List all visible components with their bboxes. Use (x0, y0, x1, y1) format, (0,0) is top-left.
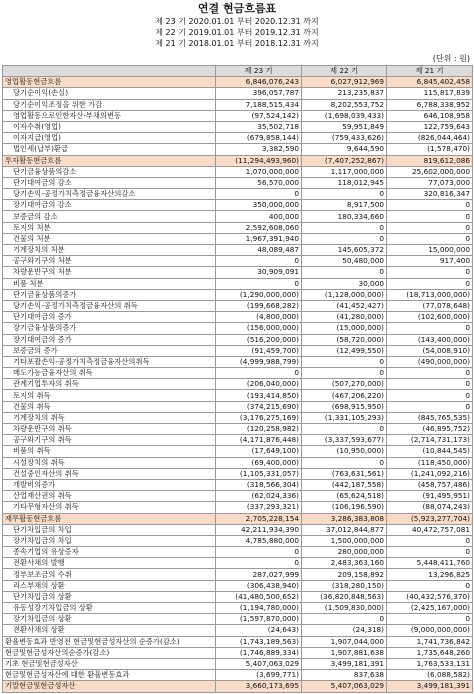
table-row (3, 625, 473, 636)
row-label: 기타무형자산의 취득 (3, 502, 216, 513)
value-period-23: 2,705,228,154 (216, 513, 302, 524)
value-period-21: 6,845,402,458 (387, 77, 473, 88)
value-period-23: 6,846,076,243 (216, 77, 302, 88)
row-label: 정부보조금의 수취 (3, 569, 216, 580)
value-period-21: (845,765,535) (387, 412, 473, 423)
value-period-22: 145,605,372 (302, 245, 387, 256)
value-period-21: (102,600,000) (387, 312, 473, 323)
value-period-22: (1,128,000,000) (302, 289, 387, 300)
value-period-22: 1,500,000,000 (302, 535, 387, 546)
value-period-23: (318,566,304) (216, 479, 302, 490)
table-row (3, 222, 473, 233)
row-label: 환율변동효과 반영전 현금및현금성자산의 순증가(감소) (3, 636, 216, 647)
row-label: 건물의 취득 (3, 401, 216, 412)
table-row (3, 300, 473, 311)
value-period-22: (759,433,626) (302, 133, 387, 144)
value-period-22: 118,012,945 (302, 177, 387, 188)
value-period-21: 40,472,757,081 (387, 524, 473, 535)
value-period-22: 209,158,892 (302, 569, 387, 580)
value-period-23: (41,480,500,652) (216, 591, 302, 602)
table-row (3, 547, 473, 558)
row-label: 이자수취(영업) (3, 121, 216, 132)
row-label: 당기손익-공정가치측정금융자산의감소 (3, 189, 216, 200)
value-period-22: (36,820,848,563) (302, 591, 387, 602)
value-period-21: (40,432,576,370) (387, 591, 473, 602)
row-label: 이자지급(영업) (3, 133, 216, 144)
value-period-23: 350,000,000 (216, 200, 302, 211)
value-period-23: 5,407,063,029 (216, 658, 302, 669)
table-row (3, 401, 473, 412)
header-period-21: 제 21 기 (387, 66, 473, 77)
table-body (3, 77, 473, 692)
row-label: 기말현금및현금성자산 (3, 681, 216, 692)
row-label: 영업활동현금흐름 (3, 77, 216, 88)
table-row (3, 603, 473, 614)
table-row (3, 77, 473, 88)
value-period-22: 0 (302, 356, 387, 367)
header-row (3, 66, 473, 77)
table-row (3, 681, 473, 692)
value-period-21: 0 (387, 323, 473, 334)
value-period-22: (318,280,150) (302, 580, 387, 591)
row-label: 토지의 처분 (3, 222, 216, 233)
value-period-22: (58,720,000) (302, 334, 387, 345)
table-row (3, 424, 473, 435)
value-period-23: (156,000,000) (216, 323, 302, 334)
table-row (3, 670, 473, 681)
table-row (3, 278, 473, 289)
value-period-21: 0 (387, 535, 473, 546)
value-period-22: (15,000,000) (302, 323, 387, 334)
table-row (3, 614, 473, 625)
row-label: 차량운반구의 취득 (3, 424, 216, 435)
value-period-22: 37,012,844,877 (302, 524, 387, 535)
value-period-22: 180,334,660 (302, 211, 387, 222)
table-row (3, 155, 473, 166)
value-period-23: (4,999,988,799) (216, 356, 302, 367)
value-period-21: 0 (387, 580, 473, 591)
value-period-21: 0 (387, 390, 473, 401)
value-period-23: 3,382,590 (216, 144, 302, 155)
value-period-21: (143,400,000) (387, 334, 473, 345)
table-row (3, 591, 473, 602)
table-row (3, 166, 473, 177)
row-label: 단기금융상품의감소 (3, 166, 216, 177)
value-period-22: (10,950,000) (302, 446, 387, 457)
value-period-22: (65,624,518) (302, 491, 387, 502)
value-period-21: 1,763,533,131 (387, 658, 473, 669)
cash-flow-table (2, 65, 473, 693)
period-line-22: 제 22 기 2019.01.01 부터 2019.12.31 까지 (155, 28, 319, 37)
value-period-21: (1,578,470) (387, 144, 473, 155)
value-period-23: (120,258,982) (216, 424, 302, 435)
row-label: 현금및현금성자산에 대한 환율변동효과 (3, 670, 216, 681)
value-period-21: (10,844,545) (387, 446, 473, 457)
row-label: 단기차입금의 상환 (3, 591, 216, 602)
row-label: 기계장치의 취득 (3, 412, 216, 423)
value-period-22: (24,318) (302, 625, 387, 636)
row-label: 비품의 취득 (3, 446, 216, 457)
value-period-22: (41,452,427) (302, 300, 387, 311)
value-period-23: (337,293,321) (216, 502, 302, 513)
value-period-22: 3,286,383,808 (302, 513, 387, 524)
value-period-22: 0 (302, 189, 387, 200)
value-period-21: 115,817,839 (387, 88, 473, 99)
value-period-22: (467,206,220) (302, 390, 387, 401)
value-period-22: 1,907,044,000 (302, 636, 387, 647)
value-period-23: 0 (216, 189, 302, 200)
row-label: 차량운반구의 처분 (3, 267, 216, 278)
value-period-21: (490,000,000) (387, 356, 473, 367)
value-period-21: (1,241,092,216) (387, 468, 473, 479)
table-row (3, 580, 473, 591)
value-period-21: 1,735,648,260 (387, 647, 473, 658)
value-period-21: (88,074,243) (387, 502, 473, 513)
value-period-21: 77,073,000 (387, 177, 473, 188)
value-period-23: (1,105,331,057) (216, 468, 302, 479)
value-period-23: 7,188,515,434 (216, 99, 302, 110)
value-period-23: 0 (216, 547, 302, 558)
table-row (3, 513, 473, 524)
row-label: 전환사채의 상환 (3, 625, 216, 636)
value-period-21: (18,713,000,000) (387, 289, 473, 300)
value-period-22: 0 (302, 267, 387, 278)
value-period-23: 0 (216, 558, 302, 569)
value-period-23: (3,699,771) (216, 670, 302, 681)
value-period-22: (442,187,558) (302, 479, 387, 490)
header-label (3, 66, 216, 77)
table-row (3, 535, 473, 546)
table-row (3, 133, 473, 144)
value-period-21: (826,044,464) (387, 133, 473, 144)
value-period-21: 0 (387, 267, 473, 278)
table-row (3, 412, 473, 423)
unit-label: (단위 : 원) (432, 54, 470, 63)
row-label: 매도가능금융자산의 취득 (3, 368, 216, 379)
value-period-21: (458,757,486) (387, 479, 473, 490)
row-label: 시설장치의 취득 (3, 457, 216, 468)
value-period-22: (1,509,830,000) (302, 603, 387, 614)
value-period-21: 320,816,347 (387, 189, 473, 200)
row-label: 재무활동현금흐름 (3, 513, 216, 524)
row-label: 장기대여금의 감소 (3, 200, 216, 211)
table-row (3, 356, 473, 367)
row-label: 기계장치의 처분 (3, 245, 216, 256)
value-period-21: (118,450,000) (387, 457, 473, 468)
value-period-23: 0 (216, 278, 302, 289)
value-period-23: 287,027,999 (216, 569, 302, 580)
row-label: 장기금융상품의증가 (3, 323, 216, 334)
value-period-23: 48,089,487 (216, 245, 302, 256)
value-period-23: 1,070,000,000 (216, 166, 302, 177)
value-period-23: (62,024,336) (216, 491, 302, 502)
table-row (3, 189, 473, 200)
row-label: 장기차입금의 차입 (3, 535, 216, 546)
value-period-21: 1,741,736,842 (387, 636, 473, 647)
value-period-23: (1,746,889,334) (216, 647, 302, 658)
value-period-23: (1,290,000,000) (216, 289, 302, 300)
table-row (3, 558, 473, 569)
row-label: 보증금의 감소 (3, 211, 216, 222)
table-row (3, 334, 473, 345)
row-label: 장기대여금의 증가 (3, 334, 216, 345)
value-period-21: 0 (387, 401, 473, 412)
value-period-21: (9,000,000,000) (387, 625, 473, 636)
row-label: 현금및현금성자산의순증가(감소) (3, 647, 216, 658)
value-period-23: (69,400,000) (216, 457, 302, 468)
row-label: 법인세(납부)환급 (3, 144, 216, 155)
value-period-23: (17,649,100) (216, 446, 302, 457)
value-period-23: (4,171,876,448) (216, 435, 302, 446)
row-label: 관계기업투자의 취득 (3, 379, 216, 390)
value-period-21: 646,108,958 (387, 110, 473, 121)
row-label: 건물의 처분 (3, 233, 216, 244)
table-row (3, 289, 473, 300)
value-period-23: (679,858,144) (216, 133, 302, 144)
row-label: 단기대여금의 감소 (3, 177, 216, 188)
value-period-21: 819,612,086 (387, 155, 473, 166)
value-period-21: 0 (387, 379, 473, 390)
table-row (3, 312, 473, 323)
value-period-23: 396,057,787 (216, 88, 302, 99)
value-period-21: (5,923,277,704) (387, 513, 473, 524)
value-period-22: 1,117,000,000 (302, 166, 387, 177)
row-label: 당기손익-공정가치측정금융자산의 취득 (3, 300, 216, 311)
row-label: 건설중인자산의 취득 (3, 468, 216, 479)
value-period-23: (4,800,000) (216, 312, 302, 323)
row-label: 유동성장기차입금의 상환 (3, 603, 216, 614)
value-period-23: 35,502,718 (216, 121, 302, 132)
table-row (3, 457, 473, 468)
value-period-22: (1,698,039,433) (302, 110, 387, 121)
value-period-21: 122,759,643 (387, 121, 473, 132)
value-period-23: (516,200,000) (216, 334, 302, 345)
value-period-22: 30,000 (302, 278, 387, 289)
table-row (3, 200, 473, 211)
value-period-23: (1,194,780,000) (216, 603, 302, 614)
value-period-23: (199,668,282) (216, 300, 302, 311)
value-period-22: 280,000,000 (302, 547, 387, 558)
value-period-23: 42,211,934,390 (216, 524, 302, 535)
value-period-21: 0 (387, 278, 473, 289)
table-row (3, 479, 473, 490)
value-period-22: 213,235,837 (302, 88, 387, 99)
value-period-22: 50,480,000 (302, 256, 387, 267)
table-row (3, 647, 473, 658)
value-period-21: (6,088,582) (387, 670, 473, 681)
value-period-23: (97,524,142) (216, 110, 302, 121)
table-row (3, 569, 473, 580)
header-period-22: 제 22 기 (302, 66, 387, 77)
value-period-22: (41,280,000) (302, 312, 387, 323)
value-period-22: 0 (302, 222, 387, 233)
row-label: 기초 현금및현금성자산 (3, 658, 216, 669)
value-period-23: (1,597,870,000) (216, 614, 302, 625)
value-period-21: 3,499,181,391 (387, 681, 473, 692)
value-period-22: (507,270,000) (302, 379, 387, 390)
table-row (3, 390, 473, 401)
period-line-23: 제 23 기 2020.01.01 부터 2020.12.31 까지 (155, 17, 319, 26)
value-period-22: 1,907,881,638 (302, 647, 387, 658)
row-label: 개발비의증가 (3, 479, 216, 490)
row-label: 투자활동현금흐름 (3, 155, 216, 166)
value-period-22: 837,638 (302, 670, 387, 681)
value-period-23: 30,909,091 (216, 267, 302, 278)
value-period-23: (206,040,000) (216, 379, 302, 390)
table-row (3, 345, 473, 356)
row-label: 공구와기구의 처분 (3, 256, 216, 267)
value-period-23: (11,294,493,960) (216, 155, 302, 166)
value-period-21: (2,714,731,173) (387, 435, 473, 446)
table-row (3, 446, 473, 457)
value-period-23: (91,459,700) (216, 345, 302, 356)
value-period-22: 0 (302, 368, 387, 379)
table-row (3, 524, 473, 535)
value-period-23: (374,215,690) (216, 401, 302, 412)
table-row (3, 110, 473, 121)
row-label: 리스부채의 상환 (3, 580, 216, 591)
value-period-21: 5,448,411,760 (387, 558, 473, 569)
row-label: 토지의 취득 (3, 390, 216, 401)
value-period-21: 25,602,000,000 (387, 166, 473, 177)
value-period-22: 8,917,500 (302, 200, 387, 211)
row-label: 장기차입금의 상환 (3, 614, 216, 625)
row-label: 보증금의 증가 (3, 345, 216, 356)
table-row (3, 491, 473, 502)
value-period-23: 1,967,391,940 (216, 233, 302, 244)
period-lines (0, 16, 474, 49)
row-label: 산업재산권의 취득 (3, 491, 216, 502)
value-period-22: (12,499,550) (302, 345, 387, 356)
value-period-22: 5,407,063,029 (302, 681, 387, 692)
value-period-23: 2,592,608,060 (216, 222, 302, 233)
table-row (3, 256, 473, 267)
value-period-23: 56,570,000 (216, 177, 302, 188)
value-period-21: 13,296,825 (387, 569, 473, 580)
value-period-21: 0 (387, 233, 473, 244)
value-period-23: (1,743,189,563) (216, 636, 302, 647)
value-period-22: 59,951,849 (302, 121, 387, 132)
table-row (3, 636, 473, 647)
value-period-22: 0 (302, 233, 387, 244)
row-label: 종속기업의 유상증자 (3, 547, 216, 558)
value-period-21: 15,000,000 (387, 245, 473, 256)
row-label: 기타포괄손익-공정가치측정금융자산의취득 (3, 356, 216, 367)
value-period-22: 8,202,553,752 (302, 99, 387, 110)
value-period-21: 0 (387, 211, 473, 222)
value-period-23: 0 (216, 368, 302, 379)
value-period-23: 3,660,173,695 (216, 681, 302, 692)
value-period-22: (106,196,590) (302, 502, 387, 513)
value-period-23: 4,785,880,000 (216, 535, 302, 546)
value-period-21: (2,425,167,000) (387, 603, 473, 614)
row-label: 공구와기구의 취득 (3, 435, 216, 446)
value-period-22: 0 (302, 614, 387, 625)
table-row (3, 435, 473, 446)
value-period-23: 400,000 (216, 211, 302, 222)
row-label: 단기차입금의 차입 (3, 524, 216, 535)
table-row (3, 144, 473, 155)
table-row (3, 323, 473, 334)
value-period-21: 0 (387, 368, 473, 379)
value-period-21: 0 (387, 200, 473, 211)
table-row (3, 267, 473, 278)
value-period-22: (1,331,105,293) (302, 412, 387, 423)
value-period-23: (3,176,275,169) (216, 412, 302, 423)
value-period-22: 3,499,181,391 (302, 658, 387, 669)
value-period-22: (698,915,950) (302, 401, 387, 412)
value-period-23: (193,414,850) (216, 390, 302, 401)
table-row (3, 211, 473, 222)
row-label: 영업활동으로인한자산·부채의변동 (3, 110, 216, 121)
value-period-21: 0 (387, 222, 473, 233)
table-row (3, 177, 473, 188)
value-period-23: 0 (216, 256, 302, 267)
row-label: 당기순이익조정을 위한 가감 (3, 99, 216, 110)
row-label: 단기금융상품의증가 (3, 289, 216, 300)
value-period-21: 0 (387, 547, 473, 558)
table-row (3, 233, 473, 244)
value-period-23: (24,643) (216, 625, 302, 636)
period-line-21: 제 21 기 2018.01.01 부터 2018.12.31 까지 (155, 39, 319, 48)
row-label: 단기대여금의 증가 (3, 312, 216, 323)
row-label: 당기순이익(손실) (3, 88, 216, 99)
header-period-23: 제 23 기 (216, 66, 302, 77)
table-row (3, 121, 473, 132)
table-row (3, 368, 473, 379)
value-period-22: 9,644,590 (302, 144, 387, 155)
value-period-21: (91,495,951) (387, 491, 473, 502)
value-period-22: 0 (302, 457, 387, 468)
value-period-22: (7,407,252,867) (302, 155, 387, 166)
value-period-21: 917,400 (387, 256, 473, 267)
row-label: 전환사채의 발행 (3, 558, 216, 569)
value-period-21: (77,078,648) (387, 300, 473, 311)
table-row (3, 468, 473, 479)
value-period-23: (306,438,940) (216, 580, 302, 591)
row-label: 비품 처분 (3, 278, 216, 289)
table-row (3, 88, 473, 99)
report-title: 연결 현금흐름표 (197, 2, 277, 15)
table-row (3, 658, 473, 669)
value-period-22: (763,631,561) (302, 468, 387, 479)
value-period-22: (3,337,593,677) (302, 435, 387, 446)
table-row (3, 379, 473, 390)
value-period-22: 0 (302, 424, 387, 435)
value-period-21: (54,008,910) (387, 345, 473, 356)
value-period-21: 0 (387, 614, 473, 625)
value-period-22: 6,027,912,969 (302, 77, 387, 88)
value-period-21: (46,895,752) (387, 424, 473, 435)
table-row (3, 502, 473, 513)
table-row (3, 245, 473, 256)
value-period-21: 6,788,338,952 (387, 99, 473, 110)
table-row (3, 99, 473, 110)
value-period-22: 2,483,363,160 (302, 558, 387, 569)
